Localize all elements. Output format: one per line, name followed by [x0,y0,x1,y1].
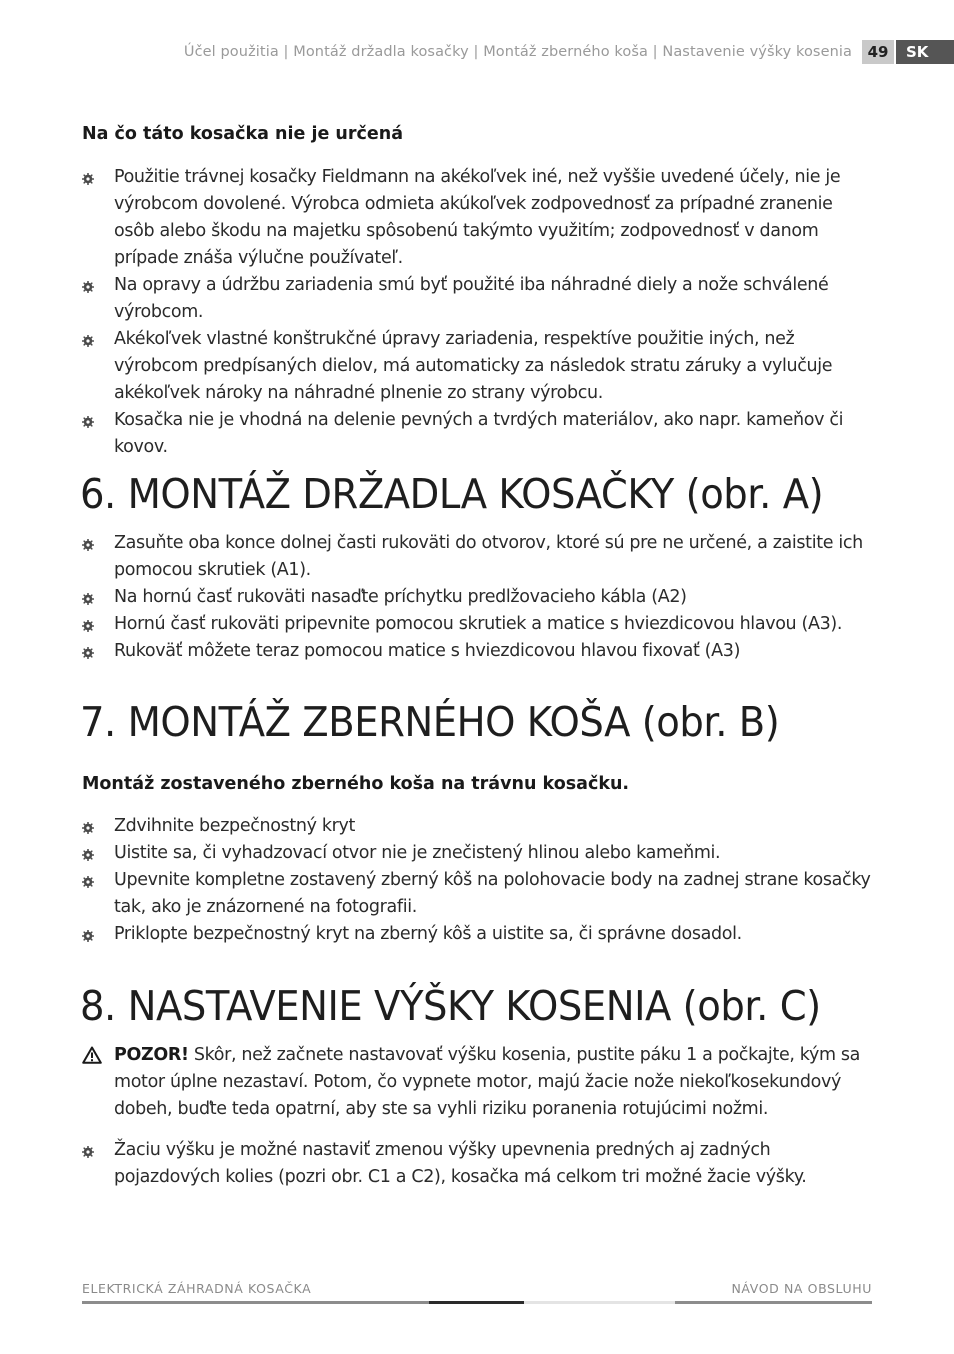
footer-bar-segment [675,1301,872,1304]
section-7-list [82,813,872,948]
footer-bar-segment [429,1301,524,1304]
bullet-icon [82,647,94,659]
bullet-icon [82,539,94,551]
bullet-icon [82,849,94,861]
bullet-icon [82,930,94,942]
bullet-icon [82,281,94,293]
intro-list [82,164,872,461]
bullet-icon [82,173,94,185]
bullet-icon [82,1146,94,1158]
warning-triangle-icon [82,1046,102,1064]
list-item: Zdvihnite bezpečnostný kryt [82,813,872,840]
list-item: Kosačka nie je vhodná na delenie pevných a tvrdých materiálov, ako napr. kameňov či kovov. [82,407,872,461]
list-item: Akékoľvek vlastné konštrukčné úpravy zariadenia, respektíve použitie iných, než výrobcom predpísaných dielov, má automaticky za následok stratu záruky a vylučuje akékoľvek nároky na náhradné plnenie zo strany výrobcu. [82,326,872,407]
list-item: Použitie trávnej kosačky Fieldmann na akékoľvek iné, než vyššie uvedené účely, nie je výrobcom dovolené. Výrobca odmieta akúkoľvek zodpovednosť za prípadné zranenie osôb alebo škodu na majetku spôsobenú takýmto využitím; zodpovednosť v danom prípade znáša výlučne používateľ. [82,164,872,272]
section-7-subtitle: Montáž zostaveného zberného koša na trávnu kosačku. [82,774,630,794]
list-item: Hornú časť rukoväti pripevnite pomocou skrutiek a matice s hviezdicovou hlavou (A3). [82,611,872,638]
footer-bar-segment [82,1301,429,1304]
list-item: Na opravy a údržbu zariadenia smú byť použité iba náhradné diely a nože schválené výrobcom. [82,272,872,326]
footer-product-name: ELEKTRICKÁ ZÁHRADNÁ KOSAČKA [82,1281,312,1296]
bullet-icon [82,335,94,347]
list-item: Na hornú časť rukoväti nasaďte príchytku predlžovacieho kábla (A2) [82,584,872,611]
footer-bar-segment [524,1301,675,1304]
page-header [184,40,954,64]
list-item: Priklopte bezpečnostný kryt na zberný kôš a uistite sa, či správne dosadol. [82,921,872,948]
warning-label: POZOR! [114,1045,189,1065]
list-item: Žaciu výšku je možné nastaviť zmenou výšky upevnenia predných aj zadných pojazdových kolies (pozri obr. C1 a C2), kosačka má celkom tri možné žacie výšky. [82,1137,872,1191]
section-7-heading: 7. MONTÁŽ ZBERNÉHO KOŠA (obr. B) [80,698,780,746]
section-8-list [82,1137,872,1191]
footer-manual-title: NÁVOD NA OBSLUHU [731,1281,872,1296]
section-6-heading: 6. MONTÁŽ DRŽADLA KOSAČKY (obr. A) [80,470,824,518]
warning-note [82,1042,872,1123]
intro-title: Na čo táto kosačka nie je určená [82,124,403,144]
section-6-list [82,530,872,665]
list-item: Uistite sa, či vyhadzovací otvor nie je znečistený hlinou alebo kameňmi. [82,840,872,867]
language-badge: SK [896,40,954,64]
list-item: Rukoväť môžete teraz pomocou matice s hviezdicovou hlavou fixovať (A3) [82,638,872,665]
warning-text: Skôr, než začnete nastavovať výšku kosenia, pustite páku 1 a počkajte, kým sa motor úplne nezastaví. Potom, čo vypnete motor, majú žacie nože niekoľkosekundový dobeh, buďte teda opatrní, aby ste sa vyhli riziku poranenia rotujúcimi nožmi. [114,1045,861,1119]
bullet-icon [82,620,94,632]
page-number: 49 [862,40,894,64]
list-item: Upevnite kompletne zostavený zberný kôš na polohovacie body na zadnej strane kosačky tak, ako je znázornené na fotografii. [82,867,872,921]
bullet-icon [82,593,94,605]
bullet-icon [82,416,94,428]
bullet-icon [82,876,94,888]
footer-bar [82,1301,872,1304]
breadcrumb: Účel použitia | Montáž držadla kosačky | Montáž zberného koša | Nastavenie výšky kosenia [183,44,852,60]
list-item: Zasuňte oba konce dolnej časti rukoväti do otvorov, ktoré sú pre ne určené, a zaistite ich pomocou skrutiek (A1). [82,530,872,584]
section-8-heading: 8. NASTAVENIE VÝŠKY KOSENIA (obr. C) [80,982,821,1030]
bullet-icon [82,822,94,834]
